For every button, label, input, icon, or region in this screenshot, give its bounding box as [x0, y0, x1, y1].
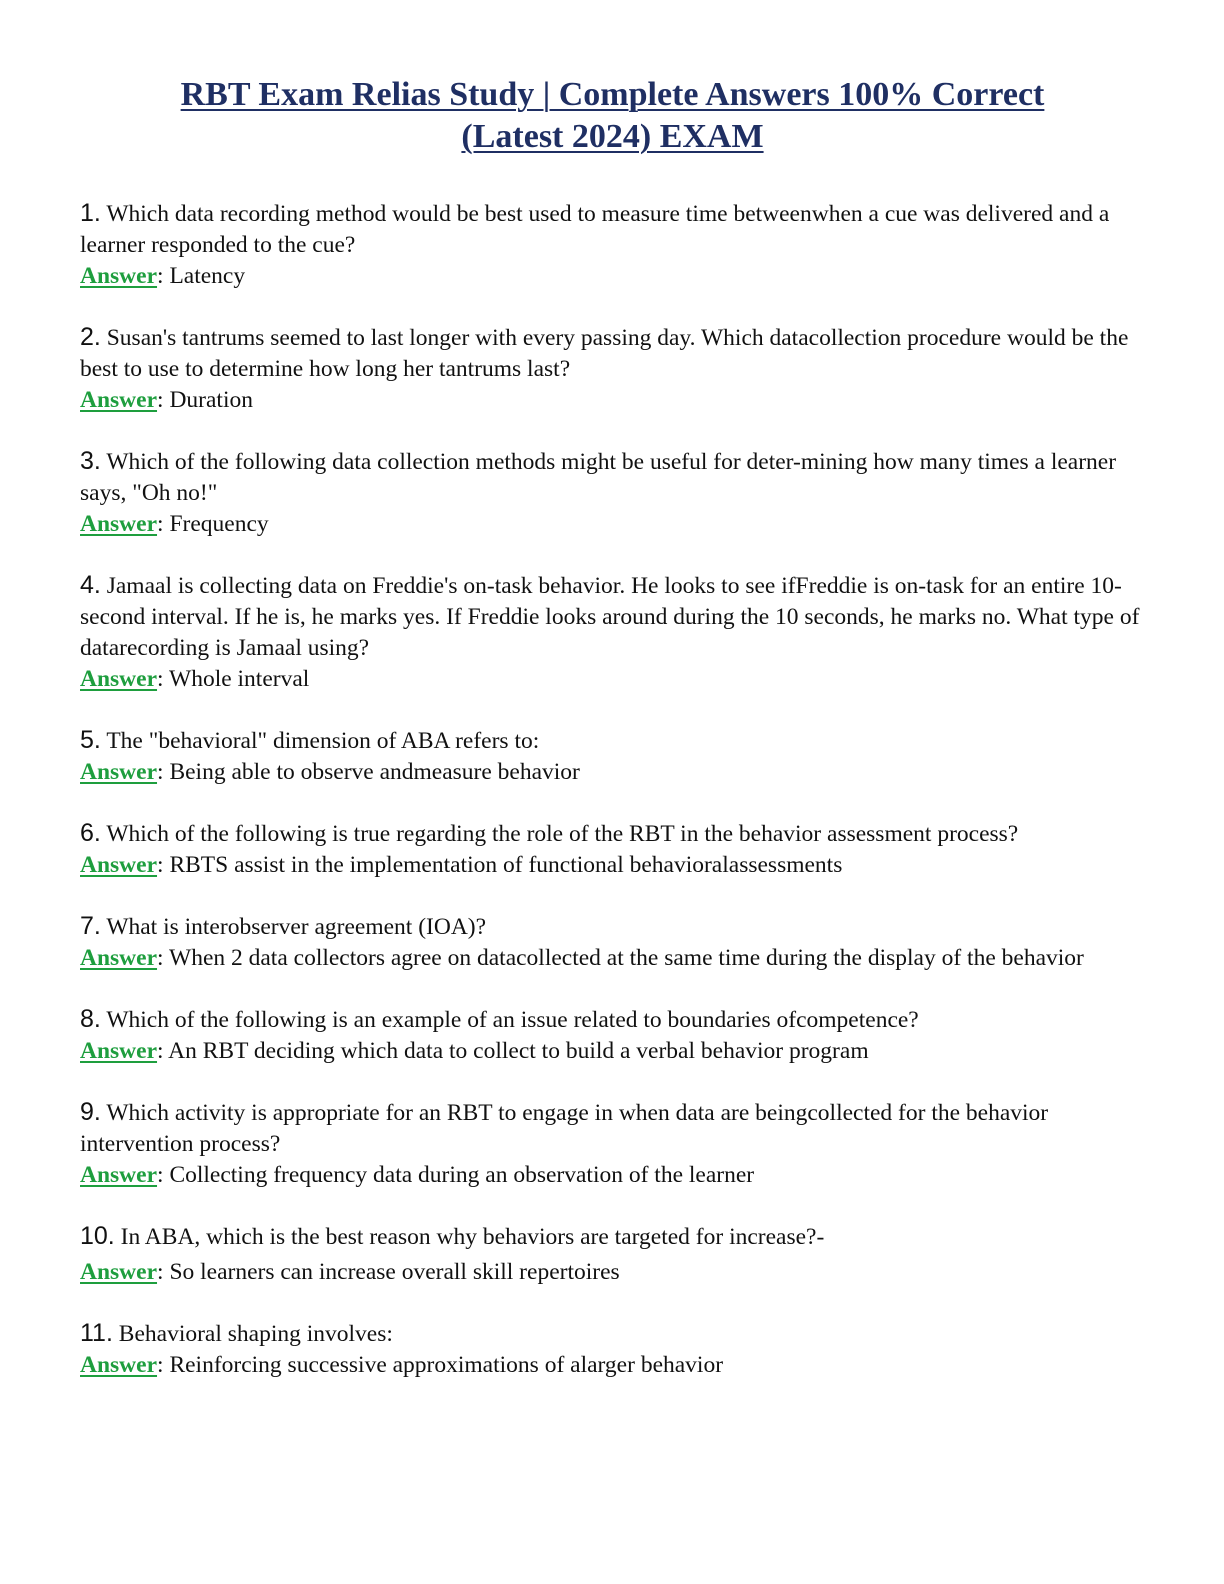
question-text: Jamaal is collecting data on Freddie's on-task behavior. He looks to see ifFreddie is on-task for an entire 10-second interval. If he is, he marks yes. If Freddie looks around during the 10 seconds, he marks no. What type of datarecording is Jamaal using? [80, 573, 1140, 661]
question-text: Behavioral shaping involves: [118, 1321, 393, 1347]
question [80, 1318, 1145, 1350]
question-number: 8. [80, 1005, 101, 1033]
qa-item-5 [80, 725, 1145, 788]
question-number: 5. [80, 726, 101, 754]
qa-item-8 [80, 1004, 1145, 1067]
answer-label: Answer [80, 263, 158, 289]
question-number: 2. [80, 323, 101, 351]
question-number: 11. [80, 1319, 113, 1347]
question-number: 4. [80, 571, 101, 599]
title-line-2: (Latest 2024) EXAM [461, 118, 764, 155]
answer-text: Whole interval [169, 666, 310, 692]
qa-item-11 [80, 1318, 1145, 1381]
question [80, 322, 1145, 385]
answer-text: An RBT deciding which data to collect to build a verbal behavior program [168, 1038, 869, 1064]
question-number: 1. [80, 199, 101, 227]
question [80, 446, 1145, 509]
answer-label: Answer [80, 759, 158, 785]
answer-text: RBTS assist in the implementation of functional behavioralassessments [169, 852, 843, 878]
answer-label: Answer [80, 666, 158, 692]
answer-label: Answer [80, 511, 158, 537]
answer: Answer: Frequency [80, 511, 269, 537]
answer: Answer: An RBT deciding which data to collect to build a verbal behavior program [80, 1038, 869, 1064]
question [80, 818, 1145, 850]
qa-item-1 [80, 198, 1145, 292]
question-text: In ABA, which is the best reason why behaviors are targeted for increase?- [120, 1224, 825, 1250]
answer-text: Frequency [169, 511, 269, 537]
answer: Answer: RBTS assist in the implementation of functional behavioralassessments [80, 852, 843, 878]
answer-label: Answer [80, 945, 158, 971]
answer: Answer: Collecting frequency data during an observation of the learner [80, 1162, 755, 1188]
question [80, 911, 1145, 943]
question [80, 1097, 1145, 1160]
question-text: Which of the following is an example of an issue related to boundaries ofcompetence? [106, 1007, 919, 1033]
question-number: 6. [80, 819, 101, 847]
question [80, 1221, 1145, 1253]
question [80, 570, 1145, 664]
qa-item-7 [80, 911, 1145, 974]
question [80, 1004, 1145, 1036]
question-text: Which of the following data collection methods might be useful for deter-mining how many times a learner says, "Oh no!" [80, 449, 1117, 506]
document-title [80, 74, 1145, 158]
answer: Answer: Duration [80, 387, 253, 413]
document-page [80, 74, 1145, 1411]
question-text: Which of the following is true regarding the role of the RBT in the behavior assessment process? [106, 821, 1019, 847]
answer-text: Collecting frequency data during an observation of the learner [169, 1162, 755, 1188]
question-number: 10. [80, 1222, 115, 1250]
qa-item-9 [80, 1097, 1145, 1191]
question-number: 7. [80, 912, 101, 940]
answer-label: Answer [80, 852, 158, 878]
answer: Answer: Latency [80, 263, 246, 289]
question [80, 198, 1145, 261]
qa-item-6 [80, 818, 1145, 881]
qa-item-4 [80, 570, 1145, 695]
answer: Answer: So learners can increase overall skill repertoires [80, 1259, 620, 1285]
question-number: 3. [80, 447, 101, 475]
qa-item-10 [80, 1221, 1145, 1288]
answer: Answer: Reinforcing successive approximations of alarger behavior [80, 1352, 724, 1378]
question-text: Which data recording method would be best used to measure time betweenwhen a cue was delivered and a learner responded to the cue? [80, 201, 1110, 258]
question-text: Susan's tantrums seemed to last longer with every passing day. Which datacollection procedure would be the best to use to determine how long her tantrums last? [80, 325, 1129, 382]
question-number: 9. [80, 1098, 101, 1126]
question-text: Which activity is appropriate for an RBT to engage in when data are beingcollected for the behavior intervention process? [80, 1100, 1049, 1157]
answer-label: Answer [80, 1352, 158, 1378]
answer-text: Duration [169, 387, 253, 413]
answer: Answer: Being able to observe andmeasure behavior [80, 759, 580, 785]
answer-text: So learners can increase overall skill repertoires [169, 1259, 620, 1285]
answer-text: Latency [169, 263, 246, 289]
answer-text: Being able to observe andmeasure behavior [169, 759, 580, 785]
answer-label: Answer [80, 387, 158, 413]
answer: Answer: Whole interval [80, 666, 310, 692]
answer-text: When 2 data collectors agree on datacollected at the same time during the display of the behavior [169, 945, 1084, 971]
answer-text: Reinforcing successive approximations of alarger behavior [169, 1352, 724, 1378]
qa-item-2 [80, 322, 1145, 416]
answer-label: Answer [80, 1259, 158, 1285]
qa-item-3 [80, 446, 1145, 540]
question [80, 725, 1145, 757]
answer-label: Answer [80, 1038, 158, 1064]
answer-label: Answer [80, 1162, 158, 1188]
title-line-1: RBT Exam Relias Study | Complete Answers 100% Correct [180, 76, 1045, 113]
answer: Answer: When 2 data collectors agree on datacollected at the same time during the display of the behavior [80, 945, 1084, 971]
question-text: The "behavioral" dimension of ABA refers to: [106, 728, 540, 754]
question-text: What is interobserver agreement (IOA)? [106, 914, 487, 940]
